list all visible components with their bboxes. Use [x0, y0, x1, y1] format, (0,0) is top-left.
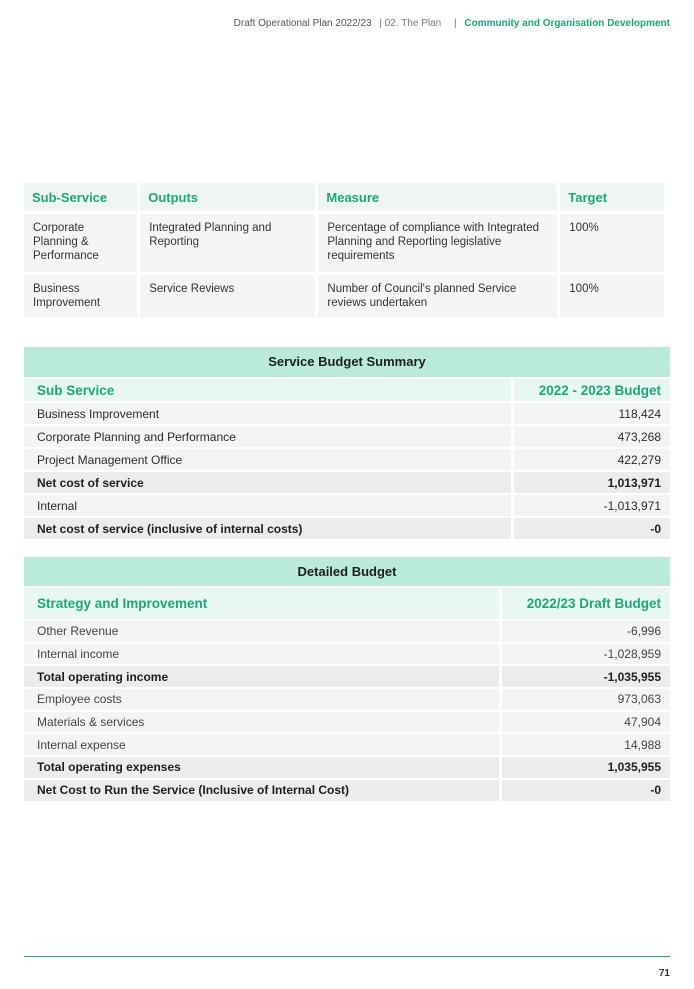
- column-header: Measure: [318, 183, 557, 211]
- row-label: Business Improvement: [24, 403, 511, 424]
- row-value: -0: [502, 780, 670, 801]
- table-row: [24, 666, 670, 687]
- table-cell: 100%: [560, 214, 664, 272]
- row-value: 422,279: [514, 449, 670, 470]
- row-label: Other Revenue: [24, 621, 499, 642]
- page-header: [234, 18, 670, 29]
- table-row: [24, 495, 670, 516]
- column-header: 2022 - 2023 Budget: [514, 379, 670, 401]
- table-row: [24, 780, 670, 801]
- table-row: [24, 449, 670, 470]
- column-header: Outputs: [140, 183, 315, 211]
- row-label: Materials & services: [24, 712, 499, 733]
- column-header: Sub Service: [24, 379, 511, 401]
- row-value: 118,424: [514, 403, 670, 424]
- row-value: 1,013,971: [514, 472, 670, 493]
- row-label: Net Cost to Run the Service (Inclusive of Internal Cost): [24, 780, 499, 801]
- column-header: 2022/23 Draft Budget: [502, 588, 670, 619]
- table-title: Service Budget Summary: [24, 347, 670, 377]
- row-value: 47,904: [502, 712, 670, 733]
- outputs-table: [21, 180, 667, 321]
- row-label: Corporate Planning and Performance: [24, 426, 511, 447]
- row-value: -6,996: [502, 621, 670, 642]
- header-part: | 02. The Plan: [379, 18, 442, 29]
- table-row: [24, 712, 670, 733]
- row-value: -1,013,971: [514, 495, 670, 516]
- column-header: Sub-Service: [24, 183, 137, 211]
- table-row: [24, 644, 670, 665]
- detailed-budget: [24, 557, 670, 801]
- outputs-table-header: [24, 183, 664, 211]
- header-section: Community and Organisation Development: [464, 18, 670, 29]
- table-row: [24, 403, 670, 424]
- footer-divider: [24, 956, 670, 957]
- table-row: [24, 472, 670, 493]
- row-label: Net cost of service (inclusive of internal costs): [24, 518, 511, 539]
- row-value: 1,035,955: [502, 757, 670, 778]
- row-label: Total operating income: [24, 666, 499, 687]
- table-row: [24, 621, 670, 642]
- row-value: -1,035,955: [502, 666, 670, 687]
- row-label: Internal: [24, 495, 511, 516]
- row-label: Internal expense: [24, 734, 499, 755]
- row-label: Net cost of service: [24, 472, 511, 493]
- table-cell: Number of Council's planned Service reviews undertaken: [318, 275, 557, 318]
- row-value: 14,988: [502, 734, 670, 755]
- column-header: Target: [560, 183, 664, 211]
- table-cell: Service Reviews: [140, 275, 315, 318]
- document-title: Draft Operational Plan 2022/23: [233, 18, 372, 29]
- row-label: Internal income: [24, 644, 499, 665]
- row-value: 973,063: [502, 689, 670, 710]
- service-budget-summary: [24, 347, 670, 539]
- table-row: [24, 757, 670, 778]
- table-row: [24, 275, 664, 318]
- table-cell: Business Improvement: [24, 275, 137, 318]
- table-title: Detailed Budget: [24, 557, 670, 586]
- column-header: Strategy and Improvement: [24, 588, 499, 619]
- row-value: 473,268: [514, 426, 670, 447]
- table-cell: 100%: [560, 275, 664, 318]
- table-cell: Corporate Planning & Performance: [24, 214, 137, 272]
- row-label: Project Management Office: [24, 449, 511, 470]
- row-label: Employee costs: [24, 689, 499, 710]
- table-header: [24, 379, 670, 401]
- row-value: -0: [514, 518, 670, 539]
- table-row: [24, 214, 664, 272]
- row-value: -1,028,959: [502, 644, 670, 665]
- table-cell: Integrated Planning and Reporting: [140, 214, 315, 272]
- header-divider: |: [454, 18, 457, 29]
- table-row: [24, 734, 670, 755]
- row-label: Total operating expenses: [24, 757, 499, 778]
- table-row: [24, 518, 670, 539]
- table-row: [24, 689, 670, 710]
- table-cell: Percentage of compliance with Integrated Planning and Reporting legislative requirements: [318, 214, 557, 272]
- table-row: [24, 426, 670, 447]
- table-header: [24, 588, 670, 619]
- page-number: 71: [658, 968, 670, 979]
